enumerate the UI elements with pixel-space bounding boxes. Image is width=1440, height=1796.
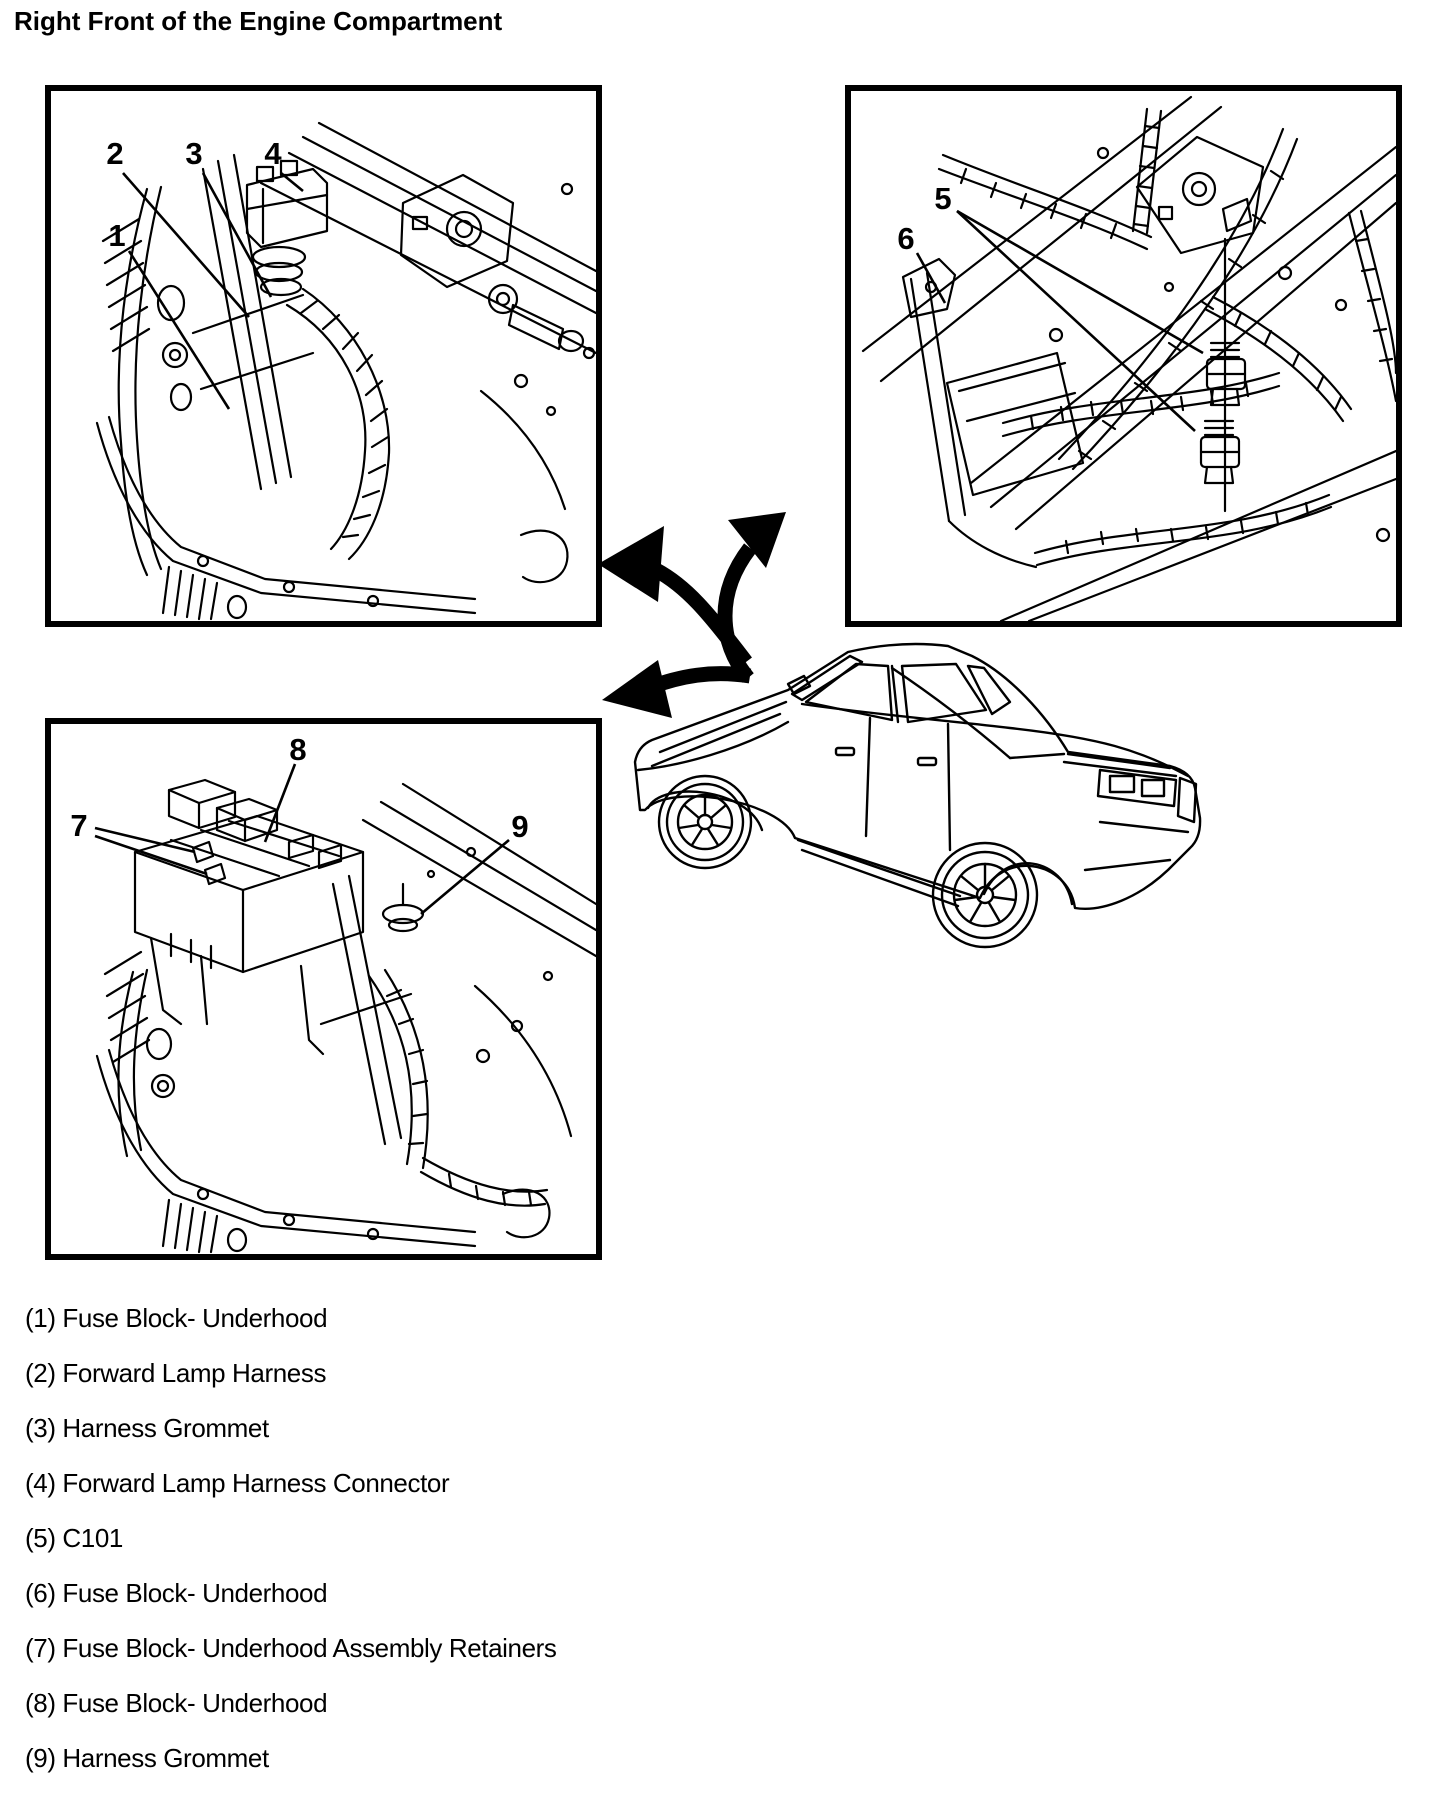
callout-3-label: 3: [185, 136, 203, 171]
legend-item-1: (1) Fuse Block- Underhood: [25, 1303, 328, 1333]
fuse-block: [135, 780, 363, 1054]
tube-ribs: [301, 301, 388, 537]
callout-1-label: 1: [108, 218, 126, 253]
engine-compartment-line-art-3: [51, 724, 596, 1254]
legend-item-9: (9) Harness Grommet: [25, 1743, 269, 1773]
line-art: [97, 123, 596, 619]
detail-view-top-left: [45, 85, 602, 627]
callouts: [70, 732, 528, 914]
rear-wheel: [933, 843, 1037, 947]
legend: [25, 1303, 557, 1796]
legend-item-3: (3) Harness Grommet: [25, 1413, 269, 1443]
legend-item-5: (5) C101: [25, 1523, 123, 1553]
arrow-to-top-right-view-icon: [725, 512, 786, 678]
legend-item-4: (4) Forward Lamp Harness Connector: [25, 1468, 450, 1498]
callout-7-label: 7: [70, 808, 88, 843]
callout-4-label: 4: [264, 136, 282, 171]
arrow-to-bottom-left-view-icon: [602, 660, 750, 718]
front-wheel: [659, 776, 751, 868]
line-art: [97, 780, 596, 1252]
callout-3-leader: [203, 173, 271, 297]
legend-item-8: (8) Fuse Block- Underhood: [25, 1688, 328, 1718]
callout-6-label: 6: [897, 221, 915, 256]
page-title: Right Front of the Engine Compartment: [14, 6, 503, 36]
tube-ribs: [1134, 126, 1159, 226]
vehicle-locator-art: [540, 470, 1240, 960]
legend-item-7: (7) Fuse Block- Underhood Assembly Retainers: [25, 1633, 557, 1663]
legend-item-2: (2) Forward Lamp Harness: [25, 1358, 327, 1388]
legend-item-6: (6) Fuse Block- Underhood: [25, 1578, 328, 1608]
callout-5-label: 5: [934, 181, 952, 216]
vehicle-illustration: [635, 644, 1200, 947]
callout-9-label: 9: [511, 809, 529, 844]
callout-2-label: 2: [106, 136, 124, 171]
engine-compartment-line-art-1: [51, 91, 596, 621]
callout-5-leader-b: [957, 211, 1195, 431]
callout-8-label: 8: [289, 732, 307, 767]
callout-8-leader: [265, 764, 295, 842]
detail-view-bottom-left: [45, 718, 602, 1260]
vehicle-and-arrows: [540, 470, 1240, 960]
